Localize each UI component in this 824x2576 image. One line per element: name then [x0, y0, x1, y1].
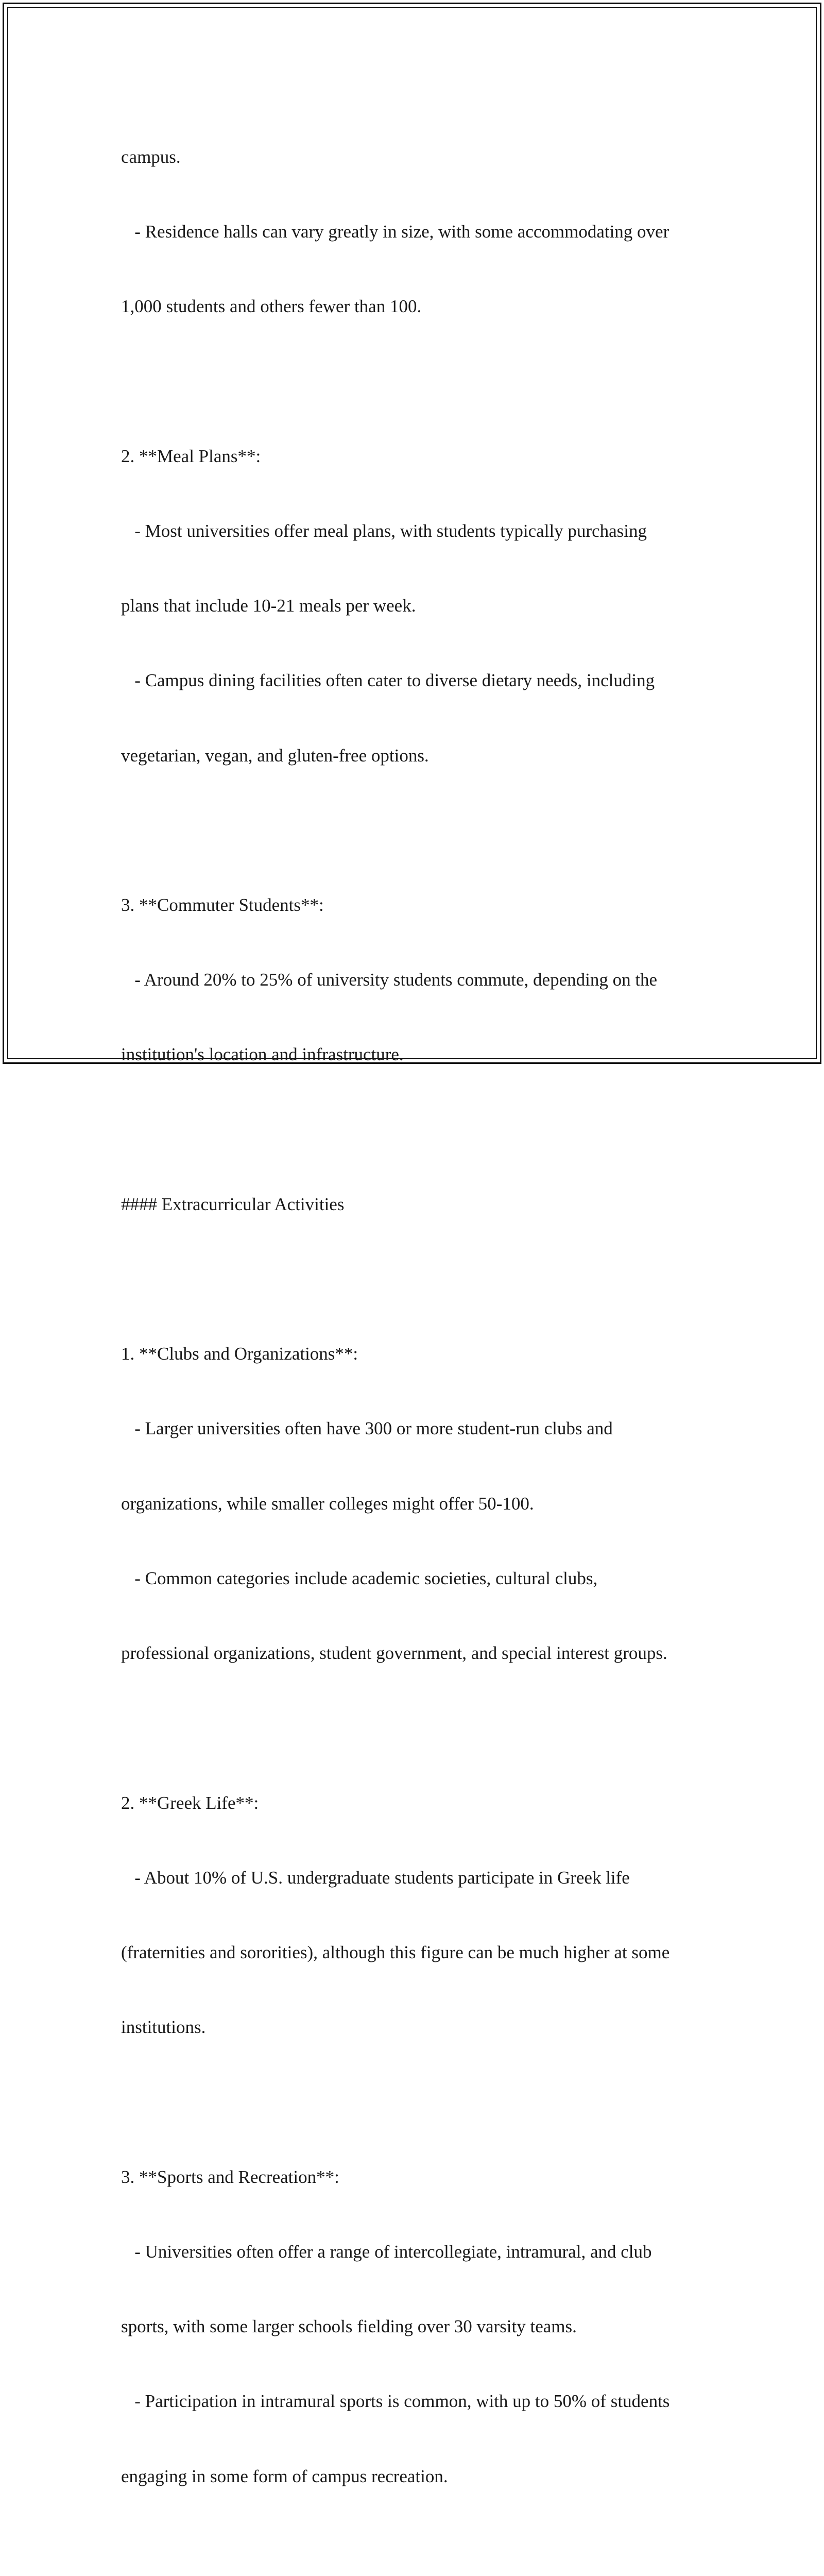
text-line: sports, with some larger schools fielding over 30 varsity teams. — [121, 2316, 577, 2337]
blank-line — [121, 369, 713, 394]
list-heading: 2. **Meal Plans**: — [121, 446, 261, 466]
list-heading: 1. **Clubs and Organizations**: — [121, 1344, 358, 1364]
blank-line — [121, 1267, 713, 1292]
section-heading: #### Extracurricular Activities — [121, 1194, 345, 1214]
text-line: - Larger universities often have 300 or more student-run clubs and — [121, 1418, 613, 1439]
text-line: - Most universities offer meal plans, with students typically purchasing — [121, 520, 647, 541]
blank-line — [121, 818, 713, 843]
text-line: engaging in some form of campus recreation. — [121, 2466, 448, 2486]
document-body — [121, 95, 713, 2576]
text-line: vegetarian, vegan, and gluten-free options. — [121, 745, 429, 766]
text-line: (fraternities and sororities), although this figure can be much higher at some — [121, 1942, 670, 1962]
text-line: plans that include 10-21 meals per week. — [121, 596, 416, 616]
text-line: - Campus dining facilities often cater to diverse dietary needs, including — [121, 670, 655, 691]
text-line: - Participation in intramural sports is common, with up to 50% of students — [121, 2391, 670, 2412]
text-line: - Residence halls can vary greatly in size, with some accommodating over — [121, 222, 670, 242]
blank-line — [121, 1117, 713, 1142]
blank-line — [121, 1716, 713, 1740]
list-heading: 3. **Commuter Students**: — [121, 894, 324, 915]
text-line: - Universities often offer a range of intercollegiate, intramural, and club — [121, 2241, 652, 2262]
text-line: - Around 20% to 25% of university students commute, depending on the — [121, 970, 658, 990]
text-line: organizations, while smaller colleges might offer 50-100. — [121, 1493, 534, 1514]
text-line: campus. — [121, 146, 181, 167]
list-heading: 3. **Sports and Recreation**: — [121, 2166, 339, 2187]
text-line: institution's location and infrastructure. — [121, 1044, 404, 1065]
blank-line — [121, 2090, 713, 2114]
text-line: - Common categories include academic societies, cultural clubs, — [121, 1568, 598, 1588]
text-line: 1,000 students and others fewer than 100. — [121, 296, 422, 317]
blank-line — [121, 2539, 713, 2564]
text-line: professional organizations, student government, and special interest groups. — [121, 1643, 667, 1664]
text-line: institutions. — [121, 2017, 206, 2038]
list-heading: 2. **Greek Life**: — [121, 1792, 259, 1813]
text-line: - About 10% of U.S. undergraduate students participate in Greek life — [121, 1867, 630, 1888]
